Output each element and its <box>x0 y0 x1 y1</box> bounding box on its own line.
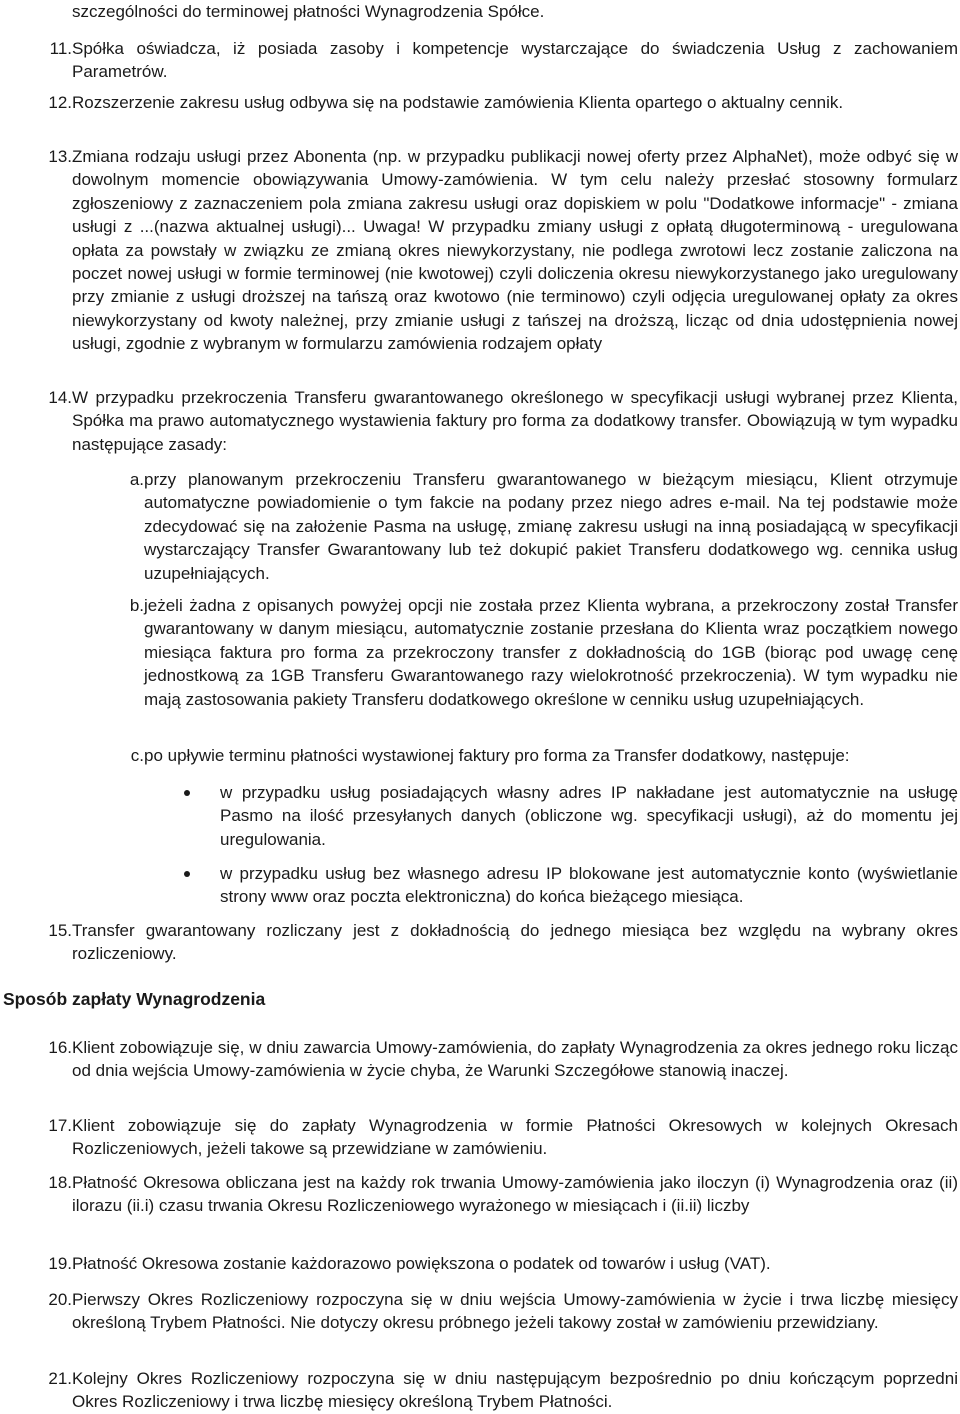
section-heading: Sposób zapłaty Wynagrodzenia <box>3 989 266 1009</box>
item-text: Płatność Okresowa obliczana jest na każdy rok trwania Umowy-zamówienia jako iloczyn (i) Wynagrodzenia oraz (ii) ilorazu (ii.i) czasu trwania Okresu Rozliczeniowego wyrażonego w miesiącach i (ii.ii) liczby <box>72 1173 958 1216</box>
item-number: 14. <box>48 388 72 407</box>
item-text: Rozszerzenie zakresu usług odbywa się na podstawie zamówienia Klienta opartego o aktualny cennik. <box>72 93 844 112</box>
list-item-17 <box>28 1114 958 1161</box>
bullet-text: w przypadku usług posiadających własny adres IP nakładane jest automatycznie na usługę Pasmo na ilość przesyłanych danych (obliczone wg. specyfikacji usługi), aż do momentu jej uregulowania. <box>220 783 958 849</box>
list-item-13 <box>28 145 958 356</box>
item-text: Klient zobowiązuje się, w dniu zawarcia Umowy-zamówienia, do zapłaty Wynagrodzenia za okres jednego roku licząc od dnia wejścia Umowy-zamówienia w życie chyba, że Warunki Szczegółowe stanowią inaczej. <box>72 1038 958 1081</box>
item-text: Kolejny Okres Rozliczeniowy rozpoczyna się w dniu następującym bezpośrednio po dniu kończącym poprzedni Okres Rozliczeniowy i trwa liczbę miesięcy określoną Trybem Płatności. <box>72 1369 958 1412</box>
item-number: 13. <box>48 147 72 166</box>
item-number: 11. <box>49 39 72 58</box>
bullet-item <box>150 781 958 851</box>
item-number: 17. <box>48 1116 72 1135</box>
sub-item-text: jeżeli żadna z opisanych powyżej opcji nie została przez Klienta wybrana, a przekroczony został Transfer gwarantowany w danym miesiącu, automatycznie zostanie przesłana do Klienta wraz początkiem nowego miesiąca faktura pro forma za przekroczony transfer z dokładnością do 1GB (biorąc pod uwagę cenę jednostkową za 1GB Transferu Gwarantowanego razy wielokrotność przekroczenia). W tym wypadku nie mają zastosowania pakiety Transferu dodatkowego określone w cenniku usług uzupełniających. <box>144 596 958 709</box>
list-item-20 <box>28 1288 958 1335</box>
lead-paragraph: szczególności do terminowej płatności Wynagrodzenia Spółce. <box>72 2 545 21</box>
item-text: Płatność Okresowa zostanie każdorazowo powiększona o podatek od towarów i usług (VAT). <box>72 1254 771 1273</box>
bullet-icon <box>184 790 190 796</box>
item-number: 15. <box>48 921 72 940</box>
sub-item-label: a. <box>129 470 144 489</box>
item-text: Spółka oświadcza, iż posiada zasoby i kompetencje wystarczające do świadczenia Usług z zachowaniem Parametrów. <box>72 39 958 82</box>
item-number: 19. <box>48 1254 72 1273</box>
list-item-11 <box>28 37 958 84</box>
item-text: Transfer gwarantowany rozliczany jest z dokładnością do jednego miesiąca bez względu na wybrany okres rozliczeniowy. <box>72 921 958 964</box>
list-item-15 <box>28 919 958 966</box>
list-item-21 <box>28 1367 958 1414</box>
sub-item-label: c. <box>130 746 144 765</box>
item-number: 18. <box>48 1173 72 1192</box>
sub-item-text: przy planowanym przekroczeniu Transferu gwarantowanego w bieżącym miesiącu, Klient otrzymuje automatyczne powiadomienie o tym fakcie na podany przez niego adres e-mail. Na tej podstawie może zdecydować się na założenie Pasma na usługę, zmianę zakresu usługi na inną posiadającą w specyfikacji wystarczający Transfer Gwarantowany lub też dokupić pakiet Transferu dodatkowego wg. cennika usług uzupełniających. <box>144 470 958 583</box>
list-item-14 <box>28 386 958 456</box>
sub-item-text: po upływie terminu płatności wystawionej faktury pro forma za Transfer dodatkowy, następuje: <box>144 746 850 765</box>
item-number: 16. <box>48 1038 72 1057</box>
bullet-item <box>150 862 958 909</box>
item-text: Zmiana rodzaju usługi przez Abonenta (np. w przypadku publikacji nowej oferty przez AlphaNet), może odbyć się w dowolnym momencie obowiązywania Umowy-zamówienia. W tym celu należy przesłać stosowny formularz zgłoszeniowy z zaznaczeniem pola zmiana zakresu usługi oraz dopiskiem w polu "Dodatkowe informacje" - zmiana usługi z ...(nazwa aktualnej usługi)... Uwaga! W przypadku zmiany usługi z opłatą długoterminową - uregulowana opłata za powstały w związku ze zmianą okres niewykorzystany, nie podlega zwrotowi lecz zostanie zaliczona na poczet nowej usługi w formie terminowej (nie kwotowej) czyli doliczenia okresu niewykorzystanego jako uregulowany przy zmianie z usługi droższej na tańszą oraz kwotowo (nie terminowo) czyli odjęcia uregulowanej opłaty za okres niewykorzystany od kwoty należnej, przy zmianie usługi z tańszej na droższą, licząc od dnia udostępnienia nowej usługi, zgodnie z wybranym w formularzu zamówienia rodzajem opłaty <box>72 147 958 354</box>
sub-item-c <box>96 744 958 767</box>
list-item-16 <box>28 1036 958 1083</box>
list-item-18 <box>28 1171 958 1218</box>
sub-item-b <box>96 594 958 711</box>
sub-item-a <box>96 468 958 585</box>
item-text: Pierwszy Okres Rozliczeniowy rozpoczyna się w dniu wejścia Umowy-zamówienia w życie i trwa liczbę miesięcy określoną Trybem Płatności. Nie dotyczy okresu próbnego jeżeli takowy został w zamówieniu przewidziany. <box>72 1290 958 1333</box>
sub-item-label: b. <box>129 596 144 615</box>
item-number: 12. <box>48 93 72 112</box>
item-text: W przypadku przekroczenia Transferu gwarantowanego określonego w specyfikacji usługi wybranej przez Klienta, Spółka ma prawo automatycznego wystawienia faktury pro forma za dodatkowy transfer. Obowiązują w tym wypadku następujące zasady: <box>72 388 958 454</box>
item-text: Klient zobowiązuje się do zapłaty Wynagrodzenia w formie Płatności Okresowych w kolejnych Okresach Rozliczeniowych, jeżeli takowe są przewidziane w zamówieniu. <box>72 1116 958 1159</box>
bullet-text: w przypadku usług bez własnego adresu IP blokowane jest automatycznie konto (wyświetlanie strony www oraz poczta elektroniczna) do końca bieżącego miesiąca. <box>220 864 958 907</box>
list-item-12 <box>28 91 958 114</box>
list-item-19 <box>28 1252 958 1275</box>
item-number: 21. <box>48 1369 72 1388</box>
item-number: 20. <box>48 1290 72 1309</box>
bullet-icon <box>184 871 190 877</box>
